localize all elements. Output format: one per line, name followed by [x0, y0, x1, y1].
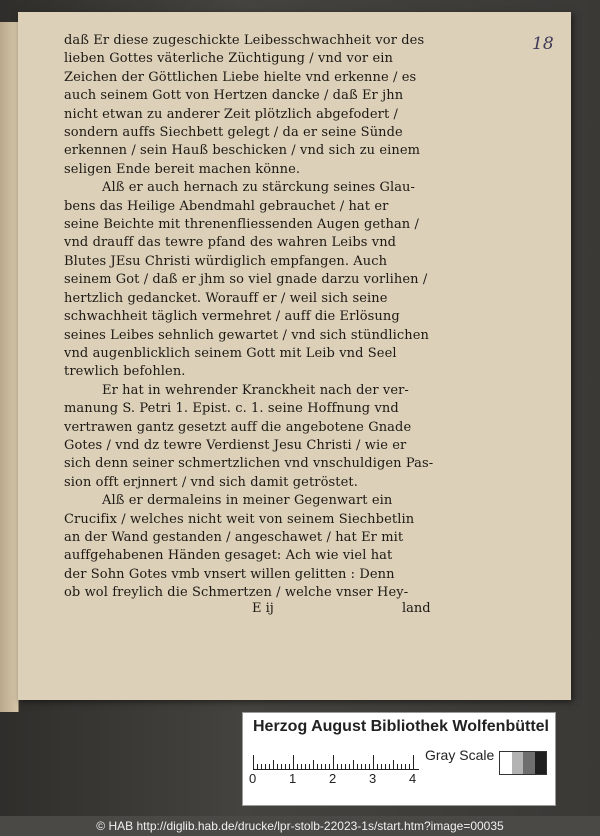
ruler-tick	[405, 764, 406, 769]
text-line: bens das Heilige Abendmahl gebrauchet / hat er	[64, 198, 389, 214]
ruler-tick	[285, 764, 286, 769]
ruler-tick	[297, 764, 298, 769]
ruler-tick	[253, 755, 254, 769]
text-line: nicht etwan zu anderer Zeit plötzlich abgefodert /	[64, 106, 398, 122]
text-line: ob wol freylich die Schmertzen / welche vnser Hey-	[64, 585, 409, 601]
book-page	[18, 12, 571, 700]
gray-swatch	[535, 752, 547, 774]
text-line: sondern auffs Siechbett gelegt / da er seine Sünde	[64, 125, 403, 141]
ruler-tick	[273, 760, 274, 769]
text-line: seligen Ende bereit machen könne.	[64, 161, 301, 177]
ruler-tick	[381, 764, 382, 769]
text-line: vertrawen gantz gesetzt auff die angebotene Gnade	[64, 419, 412, 435]
ruler-tick	[373, 755, 374, 769]
ruler-tick	[353, 760, 354, 769]
ruler-tick	[329, 764, 330, 769]
ruler-tick	[361, 764, 362, 769]
ruler-tick	[325, 764, 326, 769]
text-line: seinem Got / daß er jhm so viel gnade darzu vorlihen /	[64, 272, 428, 288]
ruler-tick	[301, 764, 302, 769]
text-line: Alß er dermaleins in meiner Gegenwart ein	[102, 493, 393, 509]
ruler-tick	[357, 764, 358, 769]
text-line: schwachheit täglich vermehret / auff die Erlösung	[64, 309, 400, 325]
gray-swatch	[512, 752, 524, 774]
signature-mark: E ij	[252, 601, 274, 616]
text-line: Blutes JEsu Christi würdiglich empfangen. Auch	[64, 253, 388, 269]
ruler-tick	[393, 760, 394, 769]
text-line: erkennen / sein Hauß beschicken / vnd sich zu einem	[64, 143, 421, 159]
text-line: vnd drauff das tewre pfand des wahren Leibs vnd	[64, 235, 397, 251]
ruler-tick	[385, 764, 386, 769]
ruler-tick	[333, 755, 334, 769]
gray-swatch	[523, 752, 535, 774]
ruler-tick	[413, 755, 414, 769]
copyright-footer[interactable]: © HAB http://diglib.hab.de/drucke/lpr-stolb-22023-1s/start.htm?image=00035	[0, 816, 600, 836]
text-line: daß Er diese zugeschickte Leibesschwachheit vor des	[64, 33, 425, 48]
ruler-tick	[265, 764, 266, 769]
ruler-tick	[369, 764, 370, 769]
ruler-tick	[261, 764, 262, 769]
ruler-number: 4	[409, 771, 417, 786]
ruler-tick	[281, 764, 282, 769]
ruler-tick	[309, 764, 310, 769]
text-line: manung S. Petri 1. Epist. c. 1. seine Hoffnung vnd	[64, 401, 399, 417]
text-line: vnd augenblicklich seinem Gott mit Leib vnd Seel	[64, 345, 397, 361]
library-color-card	[242, 712, 556, 806]
ruler-tick	[389, 764, 390, 769]
text-line: Alß er auch hernach zu stärckung seines Glau-	[102, 180, 416, 196]
folio-number: 18	[532, 34, 554, 54]
ruler-number: 2	[329, 771, 337, 786]
text-line: auch seinem Gott von Hertzen dancke / daß Er jhn	[64, 88, 404, 104]
text-line: sich denn seiner schmertzlichen vnd vnschuldigen Pas-	[64, 456, 434, 472]
ruler-number: 3	[369, 771, 377, 786]
text-line: sion offt erjnnert / vnd sich damit getröstet.	[64, 474, 358, 490]
ruler-tick	[397, 764, 398, 769]
ruler-tick	[269, 764, 270, 769]
ruler-tick	[305, 764, 306, 769]
ruler-tick	[409, 764, 410, 769]
ruler-tick	[289, 764, 290, 769]
measurement-ruler	[253, 747, 419, 770]
ruler-number: 1	[289, 771, 297, 786]
ruler-tick	[293, 755, 294, 769]
gray-swatch	[500, 752, 512, 774]
text-line: Crucifix / welches nicht weit von seinem Siechbetlin	[64, 511, 415, 527]
text-line: seines Leibes sehnlich gewartet / vnd sich stündlichen	[64, 327, 429, 343]
library-name: Herzog August Bibliothek Wolfenbüttel	[253, 718, 549, 735]
catchword: land	[402, 601, 431, 616]
ruler-tick	[345, 764, 346, 769]
ruler-tick	[365, 764, 366, 769]
text-line: Gotes / vnd dz tewre Verdienst Jesu Christi / wie er	[64, 437, 407, 453]
ruler-tick	[337, 764, 338, 769]
ruler-tick	[349, 764, 350, 769]
text-line: der Sohn Gotes vmb vnsert willen gelitten : Denn	[64, 566, 395, 582]
ruler-tick	[313, 760, 314, 769]
text-line: an der Wand gestanden / angeschawet / hat Er mit	[64, 529, 404, 545]
ruler-tick	[257, 764, 258, 769]
text-line: Er hat in wehrender Kranckheit nach der ver-	[102, 382, 409, 398]
text-line: auffgehabenen Händen gesaget: Ach wie viel hat	[64, 548, 393, 564]
text-line: seine Beichte mit threnenfliessenden Augen gethan /	[64, 217, 419, 233]
ruler-tick	[317, 764, 318, 769]
ruler-tick	[377, 764, 378, 769]
text-line: lieben Gottes väterliche Züchtigung / vnd vor ein	[64, 51, 393, 67]
text-line: Zeichen der Göttlichen Liebe hielte vnd erkenne / es	[64, 69, 417, 85]
gray-scale-swatches	[499, 751, 547, 775]
ruler-tick	[277, 764, 278, 769]
page-text	[64, 32, 454, 603]
facing-page-edge	[0, 22, 19, 712]
gray-scale-label: Gray Scale	[425, 747, 495, 763]
ruler-tick	[341, 764, 342, 769]
ruler-tick	[321, 764, 322, 769]
ruler-tick	[401, 764, 402, 769]
ruler-number: 0	[249, 771, 257, 786]
text-line: hertzlich gedancket. Worauff er / weil sich seine	[64, 290, 388, 306]
text-line: trewlich befohlen.	[64, 364, 186, 380]
